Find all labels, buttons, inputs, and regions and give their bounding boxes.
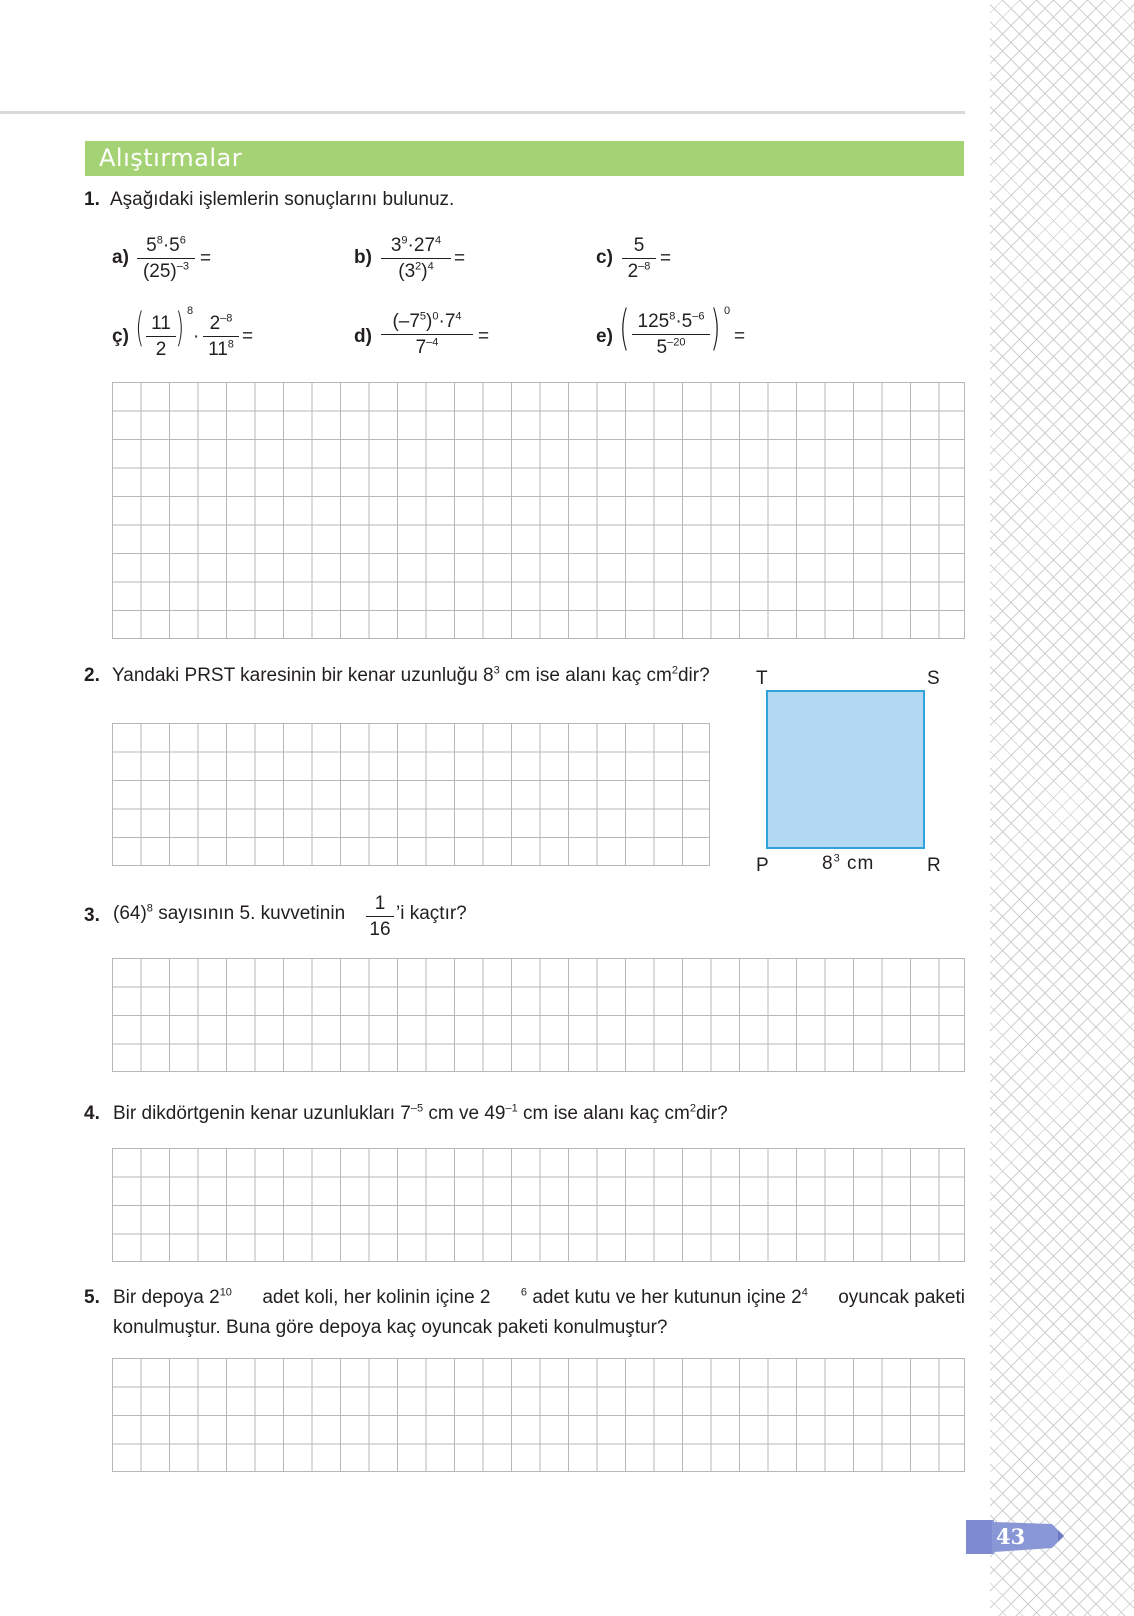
- q1e-fraction: $125^8\cdot 5^{-6}$ $5^{-20}$: [632, 311, 710, 359]
- q1cc-label: ç): [112, 326, 129, 347]
- q2-answer-grid[interactable]: [112, 723, 710, 866]
- q2-text: Yandaki PRST karesinin bir kenar uzunluğu $8^3$ cm ise alanı kaç $cm^2dir$?: [112, 664, 710, 686]
- vertex-S: S: [927, 668, 940, 689]
- q1b-fraction: $3^9\cdot 27^4$ $(3^2)^4$: [381, 235, 451, 283]
- q1c-label: c): [596, 247, 613, 268]
- q4-number: 4.: [84, 1103, 100, 1124]
- q3-number: 3.: [84, 905, 100, 926]
- vertex-R: R: [927, 855, 941, 876]
- q2-number: 2.: [84, 665, 100, 686]
- q1-text: Aşağıdaki işlemlerin sonuçlarını bulunuz.: [110, 189, 455, 210]
- q5-line1: Bir depoya $2^{10}$ adet koli, her kolinin içine 2 $^6$ adet kutu ve her kutunun içine $2^4$ oyuncak paketi: [113, 1286, 965, 1308]
- page-number: 43: [996, 1524, 1026, 1549]
- q1a-fraction: $5^8\cdot 5^6$ $(25)^{-3}$: [137, 235, 195, 283]
- q1b-label: b): [354, 247, 372, 268]
- q1b-equals: =: [454, 248, 466, 269]
- q3-fraction: 1 16: [366, 893, 394, 941]
- q5-number: 5.: [84, 1287, 100, 1308]
- q1c-equals: =: [660, 248, 672, 269]
- decorative-side-pattern: [990, 0, 1134, 1616]
- q4-text: Bir dikdörtgenin kenar uzunlukları $7^{-5}$ cm ve $49^{-1}$ cm ise alanı kaç $cm^2dir$?: [113, 1102, 728, 1124]
- q1e-equals: =: [734, 326, 746, 347]
- q1cc-equals: =: [242, 326, 254, 347]
- q5-line2: konulmuştur. Buna göre depoya kaç oyuncak paketi konulmuştur?: [113, 1317, 668, 1338]
- q3-answer-grid[interactable]: [112, 958, 965, 1072]
- q1-number: 1.: [84, 189, 100, 210]
- q3-text-b: ’i kaçtır?: [396, 903, 467, 924]
- q1a-equals: =: [200, 248, 212, 269]
- q1cc-fraction2: $2^{-8}$ $11^8$: [203, 313, 239, 361]
- q1cc-open-paren: (: [135, 305, 145, 351]
- q1c-fraction: 5 $2^{-8}$: [622, 235, 656, 283]
- header-rule: [0, 111, 965, 114]
- q1d-fraction: $(-7^5)^0\cdot 7^4$ $7^{-4}$: [381, 311, 473, 359]
- q1d-equals: =: [478, 326, 490, 347]
- side-length-label: $8^3$ cm: [822, 852, 875, 874]
- page-number-tab: [966, 1520, 1064, 1554]
- q4-answer-grid[interactable]: [112, 1148, 965, 1262]
- q1cc-close-paren: ): [175, 305, 185, 351]
- q1cc-exp: 8: [187, 305, 194, 317]
- q1e-close-paren: ): [710, 300, 721, 356]
- q1e-open-paren: (: [619, 300, 630, 356]
- q1e-label: e): [596, 326, 613, 347]
- q5-answer-grid[interactable]: [112, 1358, 965, 1472]
- vertex-P: P: [756, 855, 769, 876]
- section-title: Alıştırmalar: [99, 144, 243, 172]
- prst-square: [766, 690, 925, 849]
- vertex-T: T: [756, 668, 768, 689]
- q1d-label: d): [354, 326, 372, 347]
- q1cc-dot: ·: [193, 326, 200, 347]
- q1-answer-grid[interactable]: [112, 382, 965, 639]
- q3-text-a: $(64)^8$ sayısının 5. kuvvetinin: [113, 902, 346, 924]
- section-banner: [85, 141, 964, 176]
- q1e-outer-exp: 0: [724, 305, 731, 317]
- q1cc-fraction1: 11 2: [146, 313, 176, 361]
- q1a-label: a): [112, 247, 129, 268]
